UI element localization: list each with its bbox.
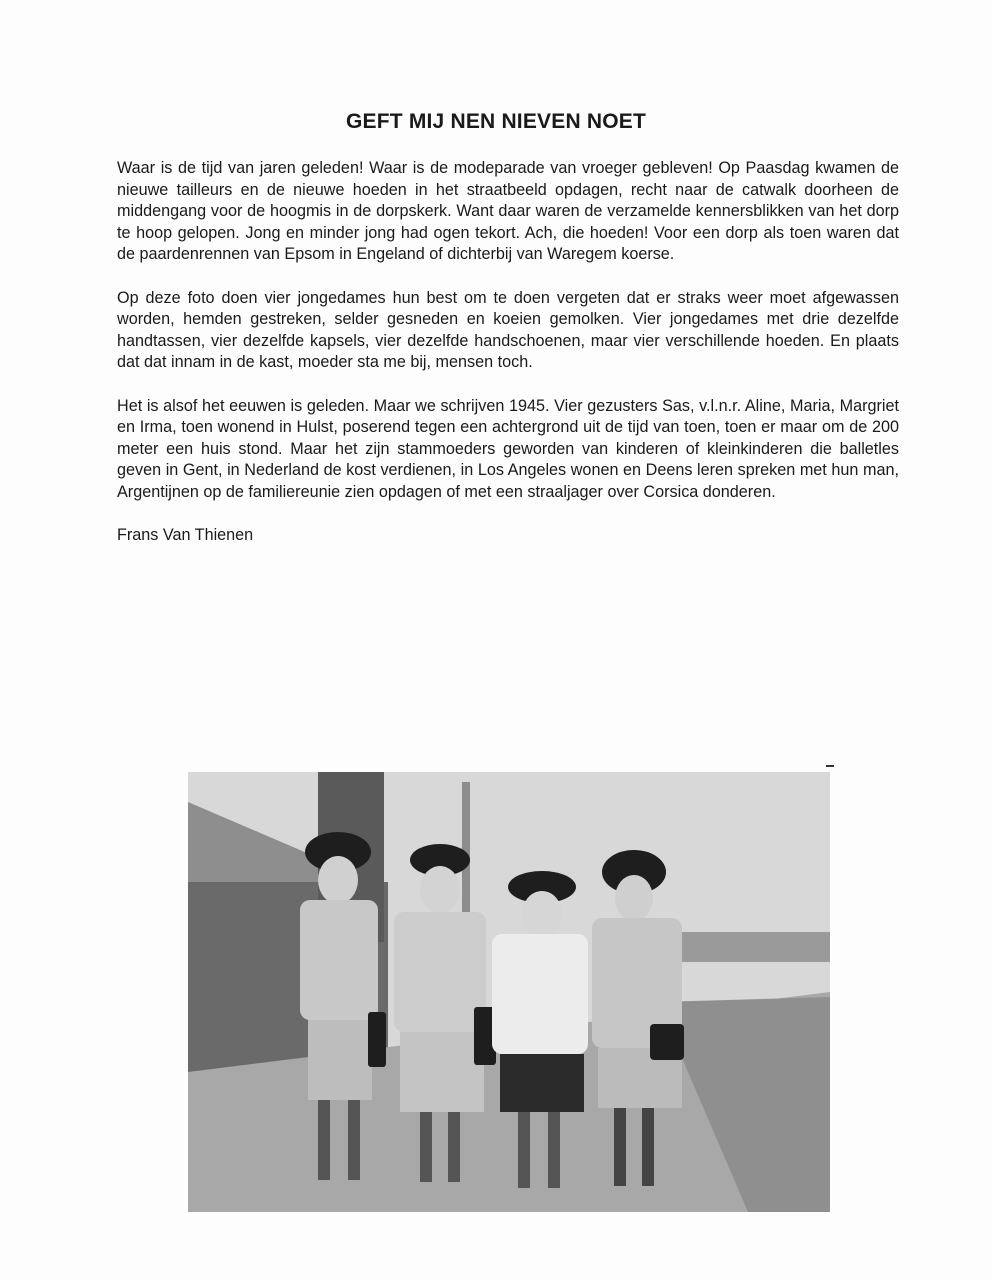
paragraph-1: Waar is de tijd van jaren geleden! Waar is de modeparade van vroeger gebleven! Op Paasdag kwamen de nieuwe tailleurs en de nieuwe hoeden in het straatbeeld opdagen, recht naar de catwalk doorheen de middengang voor de hoogmis in de dorpskerk. Want daar waren de verzamelde kennersblikken van het dorp te hoop gelopen. Jong en minder jong had ogen tekort. Ach, die hoeden! Voor een dorp als toen waren dat de paardenrennen van Epsom in Engeland of dichterbij van Waregem koerse.	[117, 159, 899, 264]
document-title: GEFT MIJ NEN NIEVEN NOET	[346, 110, 646, 133]
scan-mark	[826, 765, 834, 767]
historic-photo	[188, 772, 830, 1212]
paragraph-2: Op deze foto doen vier jongedames hun best om te doen vergeten dat er straks weer moet afgewassen worden, hemden gestreken, selder gesneden en koeien gemolken. Vier jongedames met drie dezelfde handtassen, vier dezelfde kapsels, vier dezelfde handschoenen, maar vier verschillende hoeden. En plaats dat dat innam in de kast, moeder sta me bij, mensen toch.	[117, 288, 899, 372]
photo-horizon	[668, 932, 830, 962]
paragraph-3: Het is alsof het eeuwen is geleden. Maar we schrijven 1945. Vier gezusters Sas, v.l.n.r. Aline, Maria, Margriet en Irma, toen wonend in Hulst, poserend tegen een achtergrond uit de tijd van toen, toen er maar om de 200 meter een huis stond. Maar het zijn stammoeders geworden van kinderen of kleinkinderen die balletles geven in Gent, in Nederland de kost verdienen, in Los Angeles wonen en Deens leren spreken met hun man, Argentijnen op de familiereunie zien opdagen of met een straaljager over Corsica donderen.	[117, 396, 899, 501]
article-body	[117, 158, 899, 568]
photo-illustration	[188, 772, 830, 1212]
author-signature: Frans Van Thienen	[117, 526, 254, 545]
